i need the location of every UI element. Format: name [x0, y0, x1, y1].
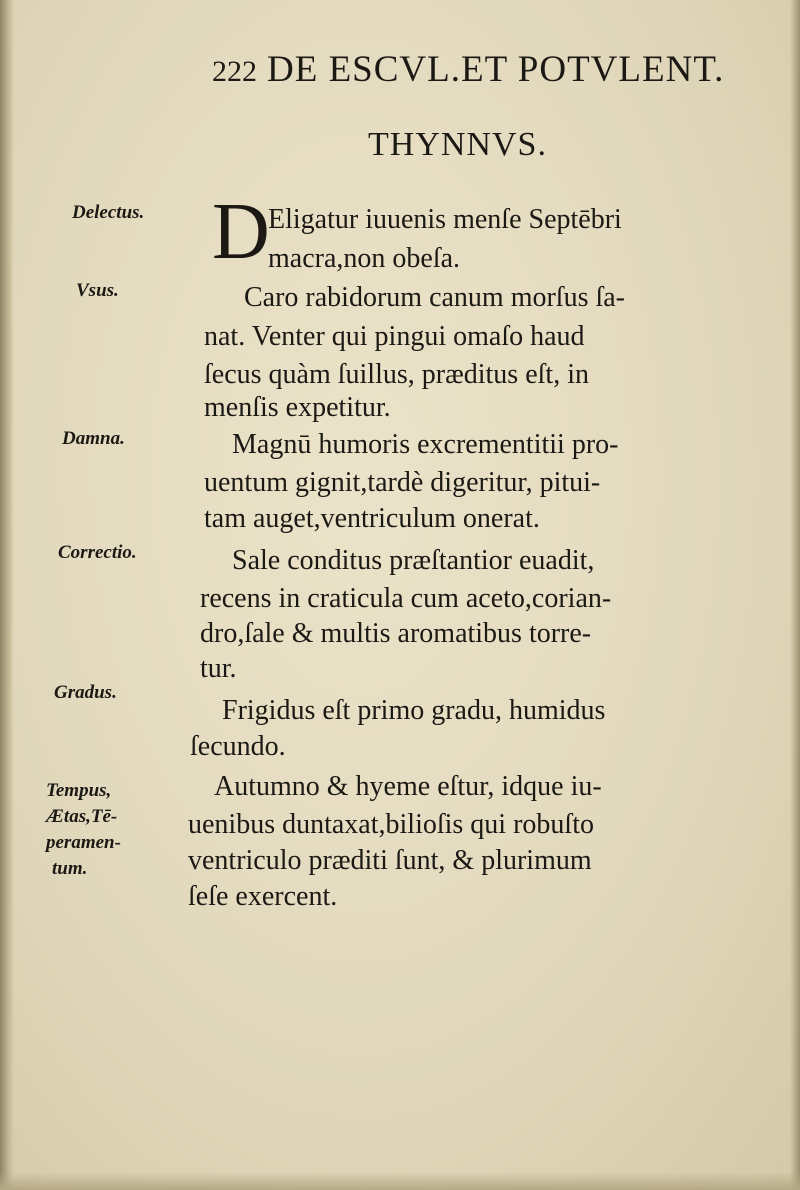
running-title: DE ESCVL.ET POTVLENT. [267, 49, 725, 90]
margin-note-correctio: Correctio. [58, 542, 137, 563]
text-line-7: Magnū humoris excrementitii pro- [232, 429, 619, 460]
margin-note-usus: Vsus. [76, 280, 119, 301]
text-line-17: uenibus duntaxat,bilioſis qui robuſto [188, 809, 594, 840]
text-line-1: Eligatur iuuenis menſe Septēbri [268, 204, 622, 235]
page-number: 222 [212, 55, 257, 88]
margin-note-gradus: Gradus. [54, 682, 117, 703]
margin-note-tempus-4: tum. [52, 858, 88, 879]
running-header [212, 48, 724, 91]
text-line-13: tur. [200, 653, 237, 684]
margin-note-damna: Damna. [62, 428, 125, 449]
page-edge-left [0, 0, 14, 1190]
page-edge-bottom [0, 1172, 800, 1190]
margin-note-tempus-2: Ætas,Tē- [46, 806, 118, 827]
section-title: THYNNVS. [368, 126, 547, 163]
text-line-11: recens in craticula cum aceto,corian- [200, 583, 612, 614]
page-edge-right [790, 0, 800, 1190]
text-line-14: Frigidus eſt primo gradu, humidus [222, 695, 606, 726]
text-line-16: Autumno & hyeme eſtur, idque iu- [214, 771, 602, 802]
text-line-3: Caro rabidorum canum morſus ſa- [244, 282, 626, 313]
margin-note-tempus-3: peramen- [46, 832, 121, 853]
text-line-2: macra,non obeſa. [268, 243, 461, 274]
text-line-9: tam auget,ventriculum onerat. [204, 503, 540, 534]
text-line-15: ſecundo. [190, 731, 286, 762]
text-line-6: menſis expetitur. [204, 392, 391, 423]
text-line-18: ventriculo præditi ſunt, & plurimum [188, 845, 592, 876]
text-line-12: dro,ſale & multis aromatibus torre- [200, 618, 592, 649]
text-line-19: ſeſe exercent. [188, 881, 338, 912]
margin-note-delectus: Delectus. [72, 202, 145, 223]
text-line-5: ſecus quàm ſuillus, præditus eſt, in [204, 359, 589, 390]
margin-note-tempus-1: Tempus, [46, 780, 112, 801]
text-line-10: Sale conditus præſtantior euadit, [232, 545, 595, 576]
drop-cap: D [212, 188, 270, 276]
text-line-4: nat. Venter qui pingui omaſo haud [204, 321, 585, 352]
text-line-8: uentum gignit,tardè digeritur, pitui- [204, 467, 601, 498]
